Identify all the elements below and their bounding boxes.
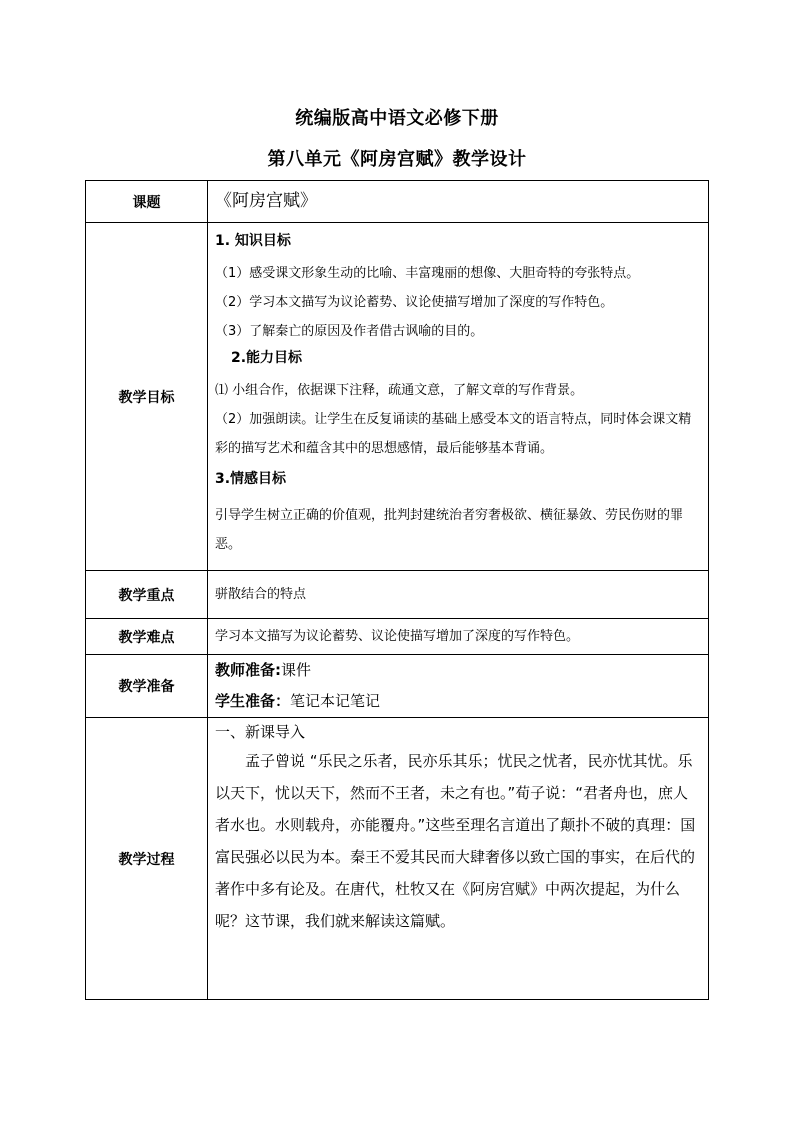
process-paragraph: 孟子曾说 “乐民之乐者，民亦乐其乐；忧民之忧者，民亦忧其忧。乐以天下，忧以天下，然而不王者，未之有也。”荀子说：“君者舟也，庶人者水也。水则载舟，亦能覆舟。”这些至理名言道出了颠扑不破的真理：国富民强必以民为本。秦王不爱其民而大肆奢侈以致亡国的事实，在后代的著作中多有论及。在唐代，杜牧又在《阿房宫赋》中两次提起，为什么呢？这节课，我们就来解读这篇赋。 [215, 752, 696, 930]
table-row-topic [86, 181, 709, 223]
process-label: 教学过程 [86, 718, 208, 1000]
teacher-preparation-label: 教师准备: [215, 661, 281, 679]
document-subtitle: 第八单元《阿房宫赋》教学设计 [267, 149, 527, 170]
table-row-key-points [86, 571, 709, 619]
teacher-preparation-value: 课件 [281, 661, 312, 679]
teacher-preparation [215, 655, 702, 686]
student-preparation-label: 学生准备： [215, 692, 291, 710]
knowledge-goal-item: （3）了解秦亡的原因及作者借古讽喻的目的。 [215, 324, 484, 339]
key-points-label: 教学重点 [86, 571, 208, 619]
knowledge-goals-heading: 1. 知识目标 [215, 233, 291, 249]
key-points-value: 骈散结合的特点 [208, 571, 709, 619]
table-row-goals [86, 223, 709, 571]
lesson-plan-table [85, 180, 709, 1000]
table-row-process [86, 718, 709, 1000]
knowledge-goal-item: （1）感受课文形象生动的比喻、丰富瑰丽的想像、大胆奇特的夸张特点。 [215, 266, 640, 281]
knowledge-goal-item: （2）学习本文描写为议论蓄势、议论使描写增加了深度的写作特色。 [215, 295, 614, 310]
process-section-heading: 一、新课导入 [215, 723, 306, 741]
ability-goal-item: ⑴ 小组合作，依据课下注释，疏通文意，了解文章的写作背景。 [215, 383, 584, 398]
student-preparation-value: 笔记本记笔记 [290, 692, 381, 710]
document-title: 统编版高中语文必修下册 [295, 108, 499, 129]
emotion-goals-heading: 3.情感目标 [215, 471, 287, 487]
table-row-preparation [86, 655, 709, 718]
goals-label: 教学目标 [86, 223, 208, 571]
table-row-difficulties [86, 619, 709, 655]
preparation-label: 教学准备 [86, 655, 208, 718]
emotion-goal-text: 引导学生树立正确的价值观，批判封建统治者穷奢极欲、横征暴敛、劳民伤财的罪恶。 [215, 508, 684, 552]
difficulties-label: 教学难点 [86, 619, 208, 655]
topic-value: 《阿房宫赋》 [215, 190, 317, 211]
ability-goal-item: （2）加强朗读。让学生在反复诵读的基础上感受本文的语言特点，同时体会课文精彩的描写艺术和蕴含其中的思想感情，最后能够基本背诵。 [215, 412, 692, 456]
topic-label: 课题 [86, 181, 208, 223]
student-preparation [215, 686, 702, 717]
difficulties-value: 学习本文描写为议论蓄势、议论使描写增加了深度的写作特色。 [208, 619, 709, 655]
ability-goals-heading: 2.能力目标 [231, 350, 303, 366]
